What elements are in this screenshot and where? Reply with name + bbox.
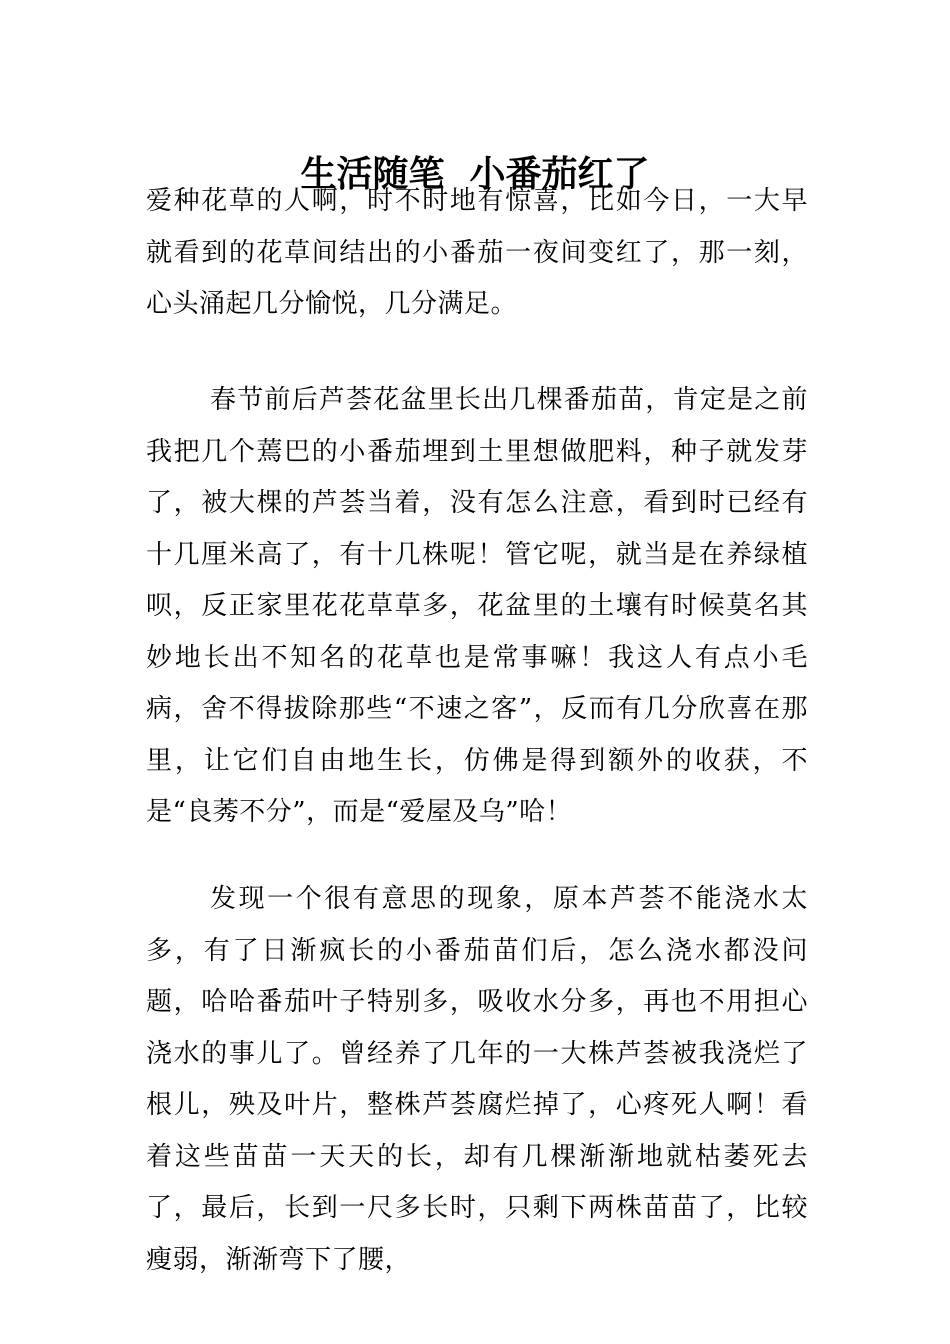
document-title: 生活随笔 小番茄红了 <box>300 154 650 196</box>
paragraph-1: 爱种花草的人啊，时不时地有惊喜，比如今日，一大早就看到的花草间结出的小番茄一夜间变红了，那一刻，心头涌起几分愉悦，几分满足。 <box>146 186 808 319</box>
paragraph-3: 发现一个很有意思的现象，原本芦荟不能浇水太多，有了日渐疯长的小番茄苗们后，怎么浇水都没问题，哈哈番茄叶子特别多，吸收水分多，再也不用担心浇水的事儿了。曾经养了几年的一大株芦荟被我浇烂了根儿，殃及叶片，整株芦荟腐烂掉了，心疼死人啊！看着这些苗苗一天天的长，却有几棵渐渐地就枯萎死去了，最后，长到一尺多长时，只剩下两株苗苗了，比较瘦弱，渐渐弯下了腰， <box>146 884 808 1275</box>
paragraph-2: 春节前后芦荟花盆里长出几棵番茄苗，肯定是之前我把几个蔫巴的小番茄埋到土里想做肥料，种子就发芽了，被大棵的芦荟当着，没有怎么注意，看到时已经有十几厘米高了，有十几株呢！管它呢，就当是在养绿植呗，反正家里花花草草多，花盆里的土壤有时候莫名其妙地长出不知名的花草也是常事嘛！我这人有点小毛病，舍不得拔除那些“不速之客”，反而有几分欣喜在那里，让它们自由地生长，仿佛是得到额外的收获，不是“良莠不分”，而是“爱屋及乌”哈！ <box>146 385 808 827</box>
